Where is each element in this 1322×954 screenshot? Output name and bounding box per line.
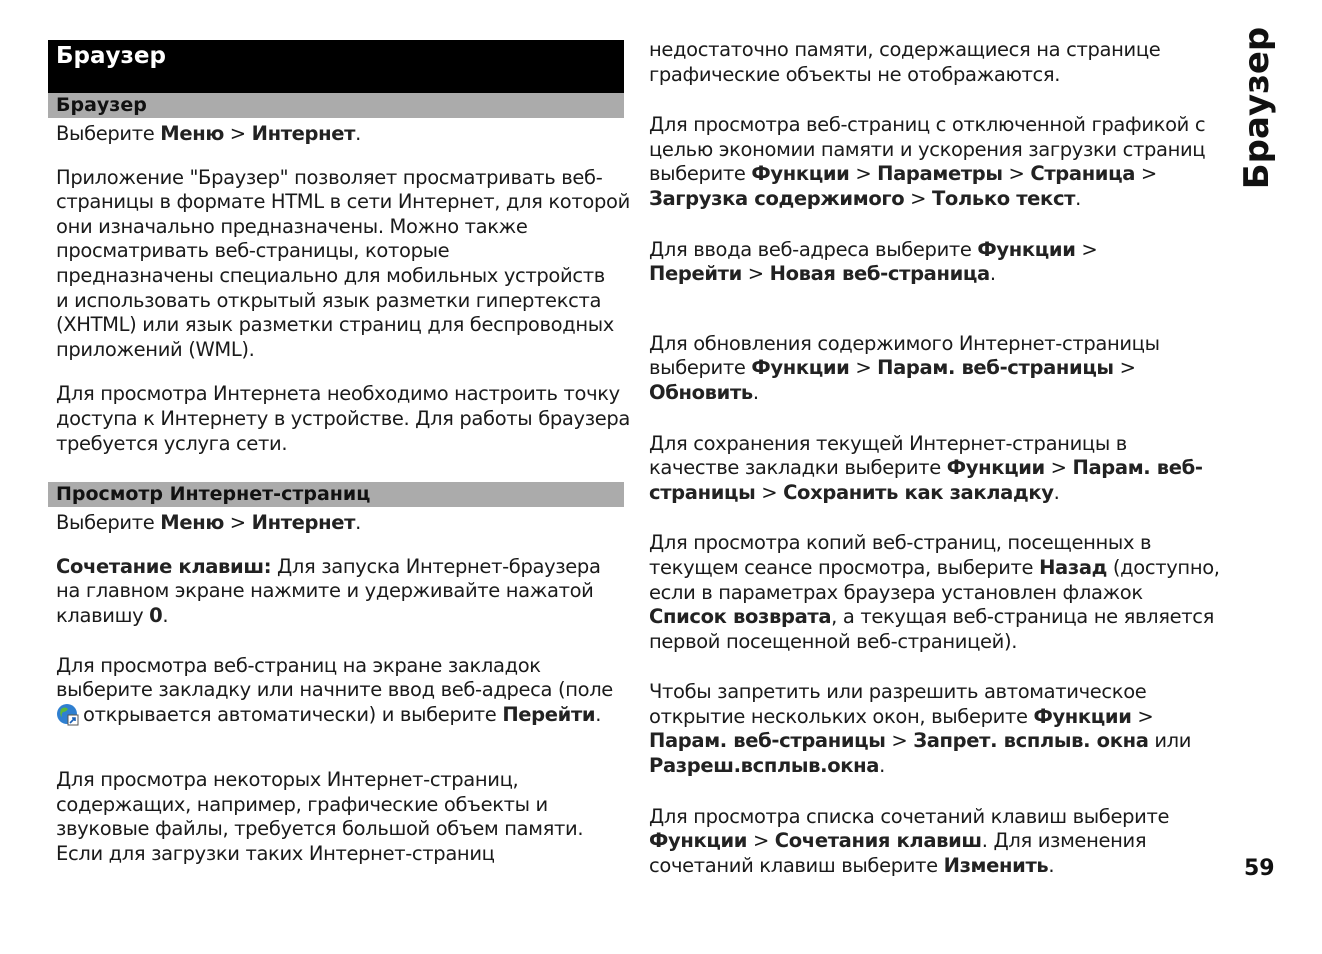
side-chapter-title: Браузер: [1237, 26, 1277, 189]
paragraph-memory: Для просмотра некоторых Интернет-страниц, содержащих, например, графические объекты и звуковые файлы, требуется большой объем памяти. Если для загрузки таких Интернет-страниц: [56, 768, 584, 866]
paragraph-popups: Чтобы запретить или разрешить автоматическое открытие нескольких окон, выберите Функции > Парам. веб-страницы > Запрет. всплыв. окна или Разреш.всплыв.окна.: [649, 680, 1192, 778]
paragraph-select-menu-1: Выберите Меню > Интернет.: [56, 122, 361, 145]
section-heading-browser: Браузер: [48, 93, 624, 118]
paragraph-shortcut: Сочетание клавиш: Для запуска Интернет-браузера на главном экране нажмите и удерживайте нажатой клавишу 0.: [56, 554, 601, 627]
section-heading-browsing: Просмотр Интернет-страниц: [48, 482, 624, 507]
paragraph-browser-intro: Приложение "Браузер" позволяет просматривать веб- страницы в формате HTML в сети Интернет, для которой они изначально предназначены. Можно также просматривать веб-страницы, которые предназначены специально для мобильных устройств и использовать открытый язык разметки гипертекста (XHTML) или язык разметки страниц для беспроводных приложений (WML).: [56, 165, 630, 361]
paragraph-refresh: Для обновления содержимого Интернет-страницы выберите Функции > Парам. веб-страницы > Обновить.: [649, 331, 1160, 404]
paragraph-access-point: Для просмотра Интернета необходимо настроить точку доступа к Интернету в устройстве. Для работы браузера требуется услуга сети.: [56, 382, 630, 455]
page-number: 59: [1244, 856, 1275, 881]
paragraph-shortcuts-list: Для просмотра списка сочетаний клавиш выберите Функции > Сочетания клавиш. Для изменения сочетаний клавиш выберите Изменить.: [649, 804, 1170, 877]
chapter-title: Браузер: [48, 40, 624, 93]
paragraph-history: Для просмотра копий веб-страниц, посещенных в текущем сеансе просмотра, выберите Назад (доступно, если в параметрах браузера установлен флажок Список возврата, а текущая веб-страница не является первой посещенной веб-страницей).: [649, 531, 1220, 653]
globe-icon: [56, 703, 79, 726]
paragraph-bookmarks: Для просмотра веб-страниц на экране закладок выберите закладку или начните ввод веб-адреса (поле открывается автоматически) и выберите Перейти.: [56, 653, 613, 726]
paragraph-select-menu-2: Выберите Меню > Интернет.: [56, 511, 361, 535]
right-column: [649, 38, 1220, 878]
paragraph-text-only: Для просмотра веб-страниц с отключенной графикой с целью экономии памяти и ускорения загрузки страниц выберите Функции > Параметры > Страница > Загрузка содержимого > Только текст.: [649, 113, 1206, 210]
paragraph-web-address: Для ввода веб-адреса выберите Функции > Перейти > Новая веб-страница.: [649, 237, 1098, 286]
left-column: [48, 40, 630, 867]
paragraph-save-bookmark: Для сохранения текущей Интернет-страницы в качестве закладки выберите Функции > Парам. веб- страницы > Сохранить как закладку.: [649, 431, 1203, 504]
paragraph-memory-continued: недостаточно памяти, содержащиеся на странице графические объекты не отображаются.: [649, 38, 1161, 86]
